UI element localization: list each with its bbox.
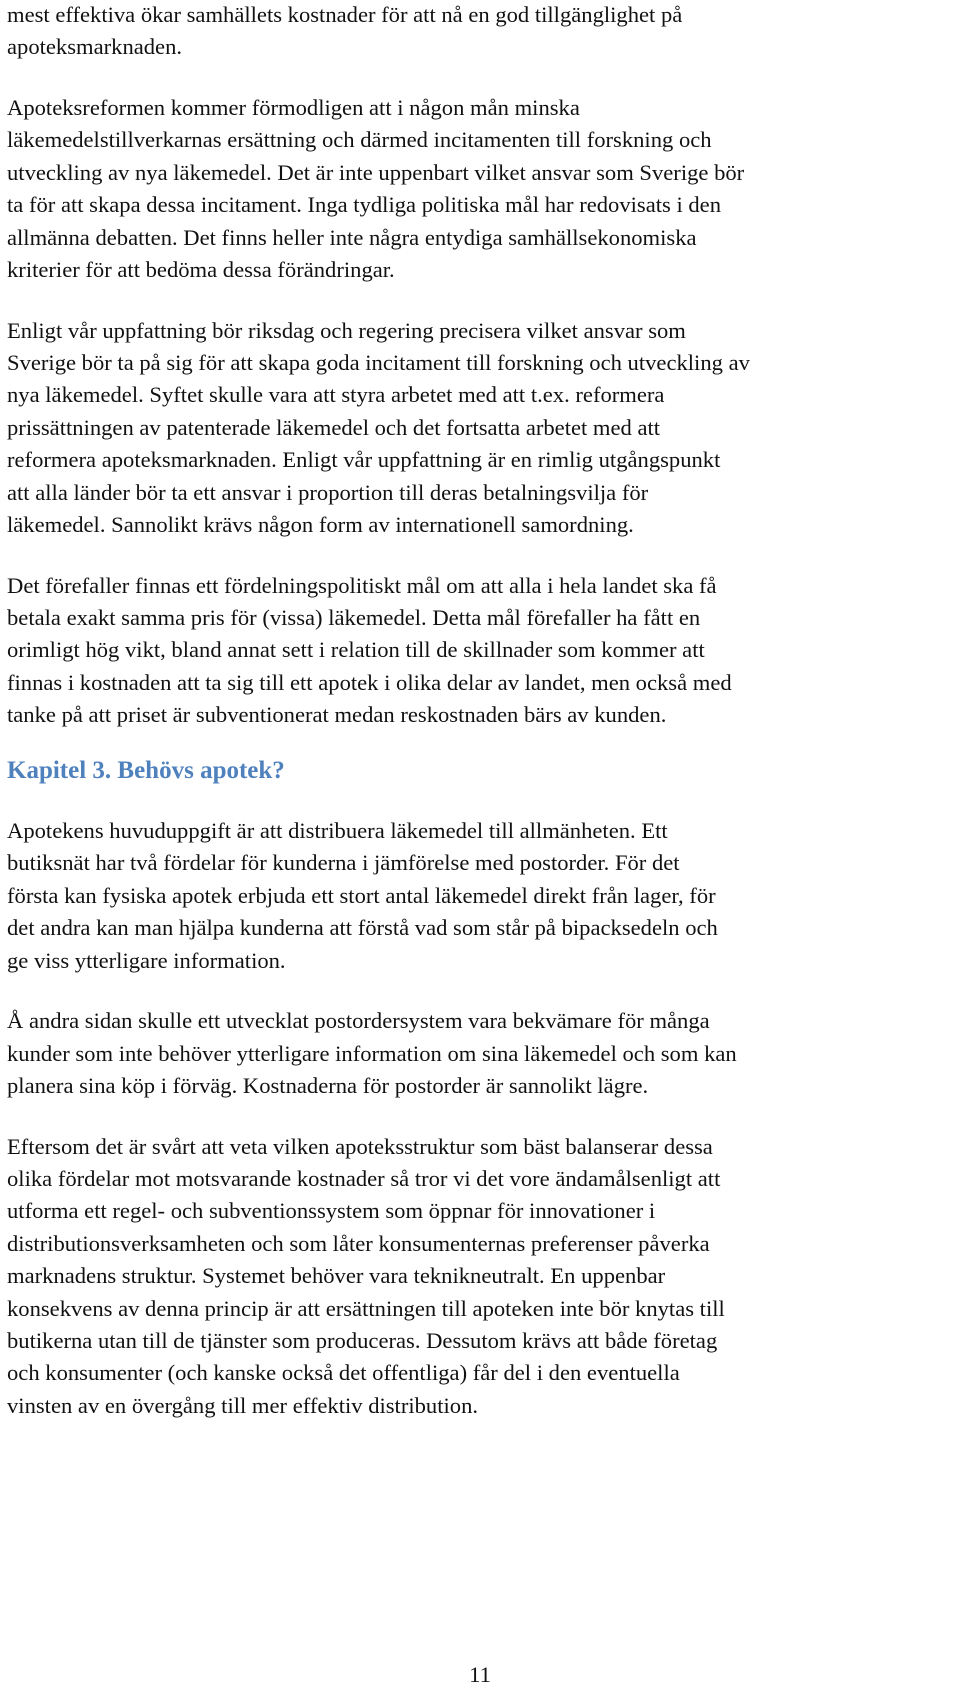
text-line: Enligt vår uppfattning bör riksdag och regering precisera vilket ansvar som [7, 317, 686, 343]
text-line: betala exakt samma pris för (vissa) läkemedel. Detta mål förefaller ha fått en [7, 605, 701, 630]
text-line: orimligt hög vikt, bland annat sett i relation till de skillnader som kommer att [7, 637, 705, 663]
text-line: vinsten av en övergång till mer effektiv distribution. [7, 1392, 479, 1418]
text-line: läkemedel. Sannolikt krävs någon form av internationell samordning. [7, 512, 634, 538]
text-line: nya läkemedel. Syftet skulle vara att styra arbetet med att t.ex. reformera [7, 382, 665, 408]
text-line: Å andra sidan skulle ett utvecklat postordersystem vara bekvämare för många [7, 1008, 710, 1034]
text-line: olika fördelar mot motsvarande kostnader så tror vi det vore ändamålsenligt att [7, 1166, 721, 1191]
paragraph [7, 1005, 737, 1102]
text-line: läkemedelstillverkarnas ersättning och därmed incitamenten till forskning och [7, 127, 712, 153]
text-line: Det förefaller finnas ett fördelningspolitiskt mål om att alla i hela landet ska få [7, 572, 717, 598]
text-line: finnas i kostnaden att ta sig till ett apotek i olika delar av landet, men också med [7, 669, 732, 695]
text-line: Apoteksreformen kommer förmodligen att i någon mån minska [7, 95, 580, 120]
text-line: butiksnät har två fördelar för kunderna i jämförelse med postorder. För det [7, 850, 680, 876]
text-line: reformera apoteksmarknaden. Enligt vår uppfattning är en rimlig utgångspunkt [7, 447, 721, 473]
text-line: butikerna utan till de tjänster som produceras. Dessutom krävs att både företag [7, 1328, 718, 1354]
text-line: allmänna debatten. Det finns heller inte några entydiga samhällsekonomiska [7, 224, 697, 250]
text-line: mest effektiva ökar samhällets kostnader för att nå en god tillgänglighet på [7, 2, 683, 27]
text-line: Eftersom det är svårt att veta vilken apoteksstruktur som bäst balanserar dessa [7, 1133, 713, 1159]
text-line: tanke på att priset är subventionerat medan reskostnaden bärs av kunden. [7, 702, 667, 728]
text-line: att alla länder bör ta ett ansvar i proportion till deras betalningsvilja för [7, 479, 649, 505]
section-heading: Kapitel 3. Behövs apotek? [7, 757, 285, 784]
text-line: planera sina köp i förväg. Kostnaderna för postorder är sannolikt lägre. [7, 1073, 649, 1098]
paragraph [7, 570, 732, 732]
page-number: 11 [469, 1662, 491, 1687]
text-line: kunder som inte behöver ytterligare information om sina läkemedel och som kan [7, 1040, 737, 1066]
paragraph [7, 815, 718, 977]
text-line: och konsumenter (och kanske också det offentliga) får del i den eventuella [7, 1360, 680, 1386]
text-line: ta för att skapa dessa incitament. Inga tydliga politiska mål har redovisats i den [7, 192, 722, 218]
text-line: apoteksmarknaden. [7, 34, 183, 60]
text-line: utforma ett regel- och subventionssystem som öppnar för innovationer i [7, 1198, 656, 1224]
text-line: första kan fysiska apotek erbjuda ett stort antal läkemedel direkt från lager, för [7, 882, 716, 908]
text-line: konsekvens av denna princip är att ersättningen till apoteken inte bör knytas till [7, 1295, 725, 1321]
text-line: ge viss ytterligare information. [7, 947, 286, 973]
text-line: prissättningen av patenterade läkemedel och det fortsatta arbetet med att [7, 414, 661, 440]
text-line: Sverige bör ta på sig för att skapa goda incitament till forskning och utveckling av [7, 350, 750, 375]
paragraph [7, 0, 682, 64]
text-line: distributionsverksamheten och som låter konsumenternas preferenser påverka [7, 1230, 710, 1256]
text-line: Apotekens huvuduppgift är att distribuera läkemedel till allmänheten. Ett [7, 818, 668, 843]
paragraph [7, 315, 750, 542]
text-line: marknadens struktur. Systemet behöver vara teknikneutralt. En uppenbar [7, 1263, 666, 1289]
text-line: kriterier för att bedöma dessa förändringar. [7, 257, 395, 283]
text-line: utveckling av nya läkemedel. Det är inte uppenbart vilket ansvar som Sverige bör [7, 159, 745, 185]
paragraph [7, 92, 744, 286]
text-line: det andra kan man hjälpa kunderna att förstå vad som står på bipacksedeln och [7, 915, 718, 941]
paragraph [7, 1131, 725, 1423]
